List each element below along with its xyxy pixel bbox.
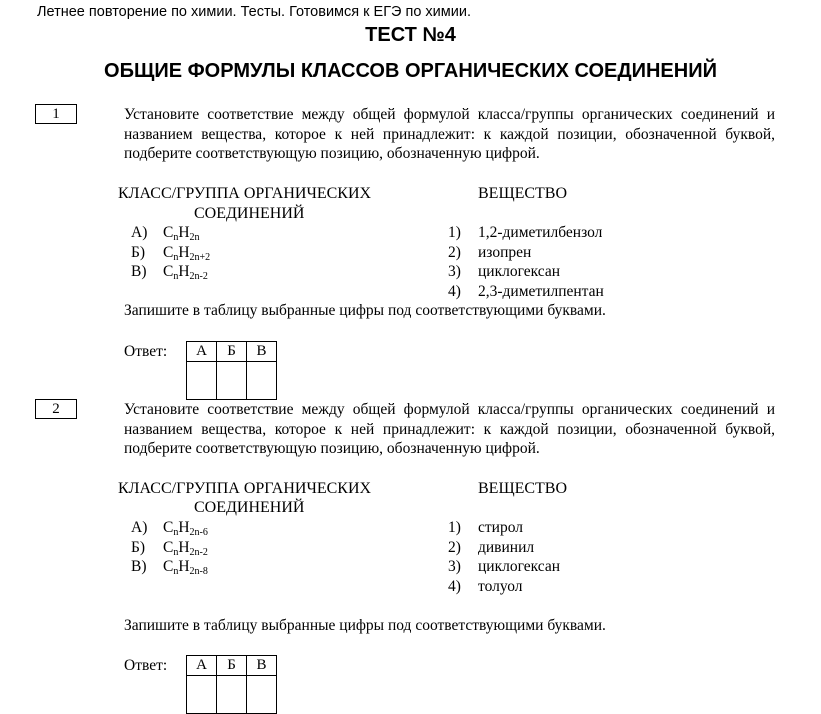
left-column-header-line2: СОЕДИНЕНИЙ xyxy=(194,205,305,222)
question-text: Установите соответствие между общей формулой класса/группы органических соединений и названием вещества, которое к ней принадлежит: к каждой позиции, обозначенной буквой, подберите соответствующую позицию, обозначенную цифрой. xyxy=(124,106,775,162)
answer-table xyxy=(186,341,277,400)
formula-item: В) $C_nH_{2n-8}$ xyxy=(131,558,208,577)
answer-cell-a[interactable] xyxy=(187,676,217,714)
answer-cell-c[interactable] xyxy=(247,362,277,400)
answer-column-header: Б xyxy=(217,656,247,676)
answer-column-header: В xyxy=(247,342,277,362)
substance-item: 1) 1,2-диметилбензол xyxy=(448,224,603,241)
instruction-text: Запишите в таблицу выбранные цифры под соответствующими буквами. xyxy=(124,302,606,319)
substance-item: 3) циклогексан xyxy=(448,558,561,575)
left-column-header-line2: СОЕДИНЕНИЙ xyxy=(194,499,305,516)
question-number: 1 xyxy=(35,104,77,124)
substance-item: 2) изопрен xyxy=(448,244,532,261)
answer-cell-b[interactable] xyxy=(217,362,247,400)
substance-item: 3) циклогексан xyxy=(448,263,561,280)
substance-item: 1) стирол xyxy=(448,519,523,536)
answer-table xyxy=(186,655,277,714)
formula-item: А) $C_nH_{2n}$ xyxy=(131,224,200,243)
substance-item: 2) дивинил xyxy=(448,539,535,556)
answer-cell-a[interactable] xyxy=(187,362,217,400)
answer-column-header: А xyxy=(187,656,217,676)
substance-item: 4) 2,3-диметилпентан xyxy=(448,283,604,300)
page-title: ОБЩИЕ ФОРМУЛЫ КЛАССОВ ОРГАНИЧЕСКИХ СОЕДИНЕНИЙ xyxy=(104,60,717,82)
answer-cell-b[interactable] xyxy=(217,676,247,714)
formula-item: В) $C_nH_{2n-2}$ xyxy=(131,263,208,282)
substance-item: 4) толуол xyxy=(448,578,523,595)
answer-label: Ответ: xyxy=(124,343,168,360)
answer-label: Ответ: xyxy=(124,657,168,674)
instruction-text: Запишите в таблицу выбранные цифры под соответствующими буквами. xyxy=(124,617,606,634)
left-column-header: КЛАСС/ГРУППА ОРГАНИЧЕСКИХ xyxy=(118,480,372,497)
left-column-header: КЛАСС/ГРУППА ОРГАНИЧЕСКИХ xyxy=(118,185,372,202)
answer-column-header: Б xyxy=(217,342,247,362)
formula-item: Б) $C_nH_{2n+2}$ xyxy=(131,244,211,263)
formula-item: Б) $C_nH_{2n-2}$ xyxy=(131,539,208,558)
answer-cell-c[interactable] xyxy=(247,676,277,714)
test-title: ТЕСТ №4 xyxy=(365,24,456,46)
question-number: 2 xyxy=(35,399,77,419)
answer-column-header: А xyxy=(187,342,217,362)
right-column-header: ВЕЩЕСТВО xyxy=(478,185,568,202)
question-text: Установите соответствие между общей формулой класса/группы органических соединений и названием вещества, которое к ней принадлежит: к каждой позиции, обозначенной буквой, подберите соответствующую позицию, обозначенную цифрой. xyxy=(124,401,775,457)
right-column-header: ВЕЩЕСТВО xyxy=(478,480,568,497)
formula-item: А) $C_nH_{2n-6}$ xyxy=(131,519,208,538)
answer-column-header: В xyxy=(247,656,277,676)
header-note: Летнее повторение по химии. Тесты. Готовимся к ЕГЭ по химии. xyxy=(37,4,471,20)
